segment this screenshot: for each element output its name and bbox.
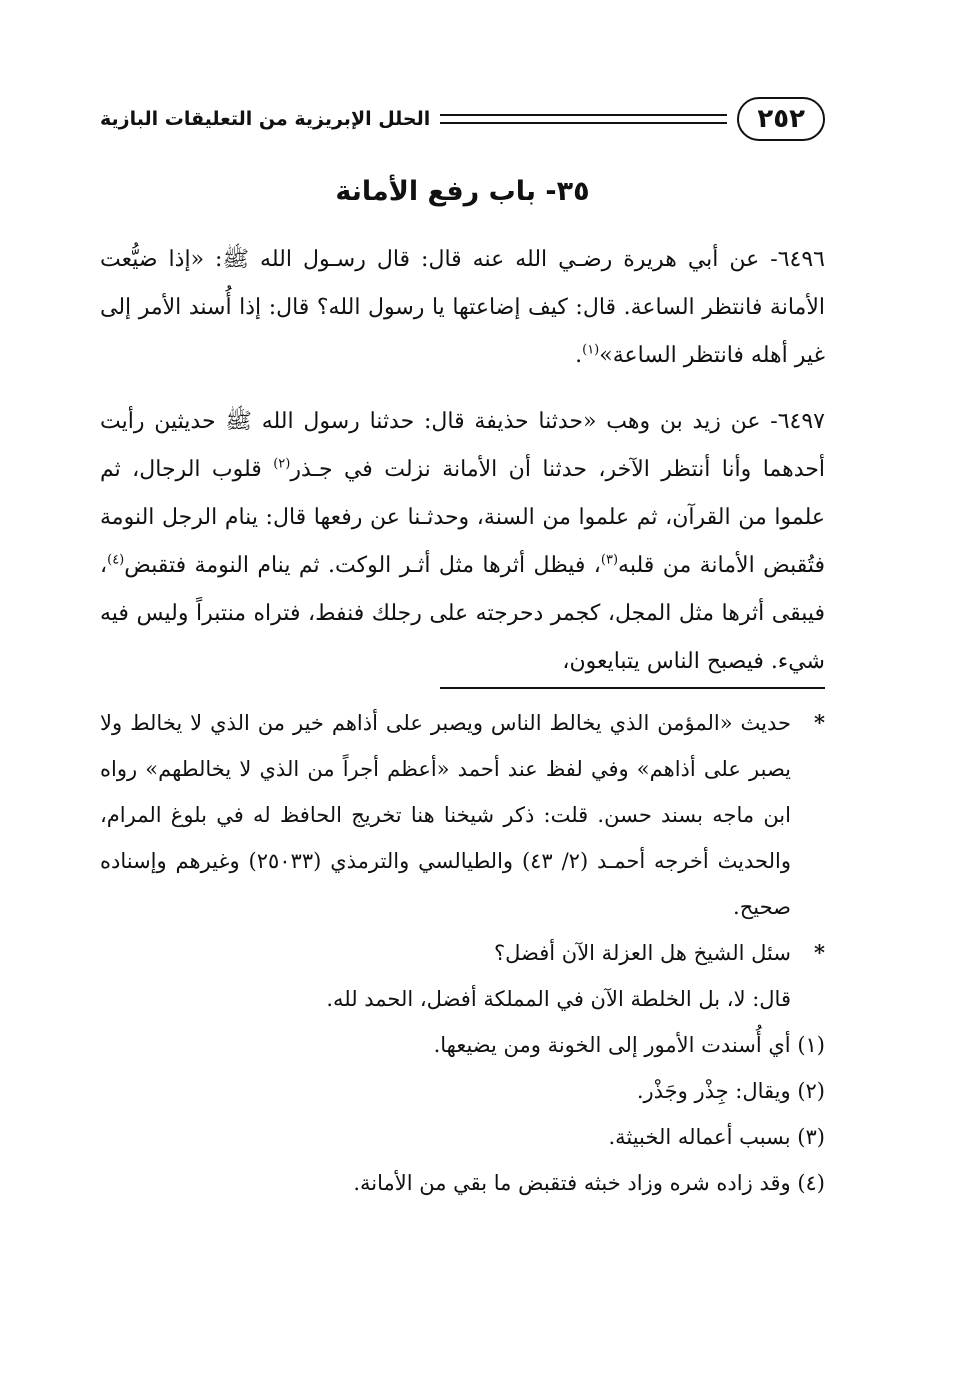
hadith-6496 [100,236,825,380]
footnote-3: (٣) بسبب أعماله الخبيثة. [608,1125,825,1149]
hadith-6497-part3: ، فيظل أثرها مثل أثـر الوكت. ثم ينام النومة فتقبض [124,553,601,578]
footnote-2: (٢) ويقال: جِذْر وجَذْر. [636,1079,825,1103]
footnote-1: (١) أي أُسندت الأمور إلى الخونة ومن يضيعها. [433,1033,825,1057]
star-marker: * [814,940,825,965]
notes-section [100,700,825,1206]
footnote-ref-2: (٢) [273,456,291,472]
book-title: الحلل الإبريزية من التعليقات البازية [100,108,431,130]
hadith-6497-part1: ٦٤٩٧- عن زيد بن وهب «حدثنا حذيفة قال: حدثنا رسول الله ﷺ حديثين رأيت أحدهما وأنا أنتظر الآخر، حدثنا أن الأمانة نزلت في جـذر [100,409,825,482]
main-text [100,236,825,704]
star-marker: * [814,710,825,735]
footnote-ref-4: (٤) [107,552,125,568]
hadith-6496-text: ٦٤٩٦- عن أبي هريرة رضـي الله عنه قال: قال رسـول الله ﷺ: «إذا ضيُّعت الأمانة فانتظر الساعة. قال: كيف إضاعتها يا رسول الله؟ قال: إذا أُسند الأمر إلى غير أهله فانتظر الساعة» [100,247,825,368]
commentary-note-2-question: سئل الشيخ هل العزلة الآن أفضل؟ [493,941,791,965]
hadith-6497 [100,398,825,686]
hadith-6497-part4: ، فيبقى أثرها مثل المجل، كجمر دحرجته على رجلك فنفط، فتراه منتبراً وليس فيه شيء. فيصبح الناس يتبايعون، [100,553,825,674]
commentary-note-1 [100,700,825,930]
header-rule [440,114,727,124]
hadith-6496-tail: . [575,343,583,368]
commentary-note-2-answer: قال: لا، بل الخلطة الآن في المملكة أفضل، الحمد لله. [326,987,791,1011]
footnote-ref-1: (١) [582,342,600,358]
page-header [100,94,825,144]
footnote-4: (٤) وقد زاده شره وزاد خبثه فتقبض ما بقي من الأمانة. [353,1171,825,1195]
hadith-6497-part2: قلوب الرجال، ثم علموا من القرآن، ثم علموا من السنة، وحدثـنا عن رفعها قال: ينام الرجل النومة فتُقبض الأمانة من قلبه [100,457,825,578]
commentary-note-2 [100,930,825,976]
footnote-separator [440,687,825,689]
footnote-ref-3: (٣) [600,552,619,568]
page-number: ٢٥٢ [737,97,825,141]
chapter-title: ٣٥- باب رفع الأمانة [335,176,590,207]
commentary-note-1-text: حديث «المؤمن الذي يخالط الناس ويصبر على أذاهم خير من الذي لا يخالط ولا يصبر على أذاهم» وفي لفظ عند أحمد «أعظم أجراً من الذي لا يخالطهم» رواه ابن ماجه بسند حسن. قلت: ذكر شيخنا هنا تخريج الحافظ له في بلوغ المرام، والحديث أخرجه أحمـد (٢/ ٤٣) والطيالسي والترمذي (٢٥٠٣٣) وغيرهم وإسناده صحيح. [100,711,791,919]
